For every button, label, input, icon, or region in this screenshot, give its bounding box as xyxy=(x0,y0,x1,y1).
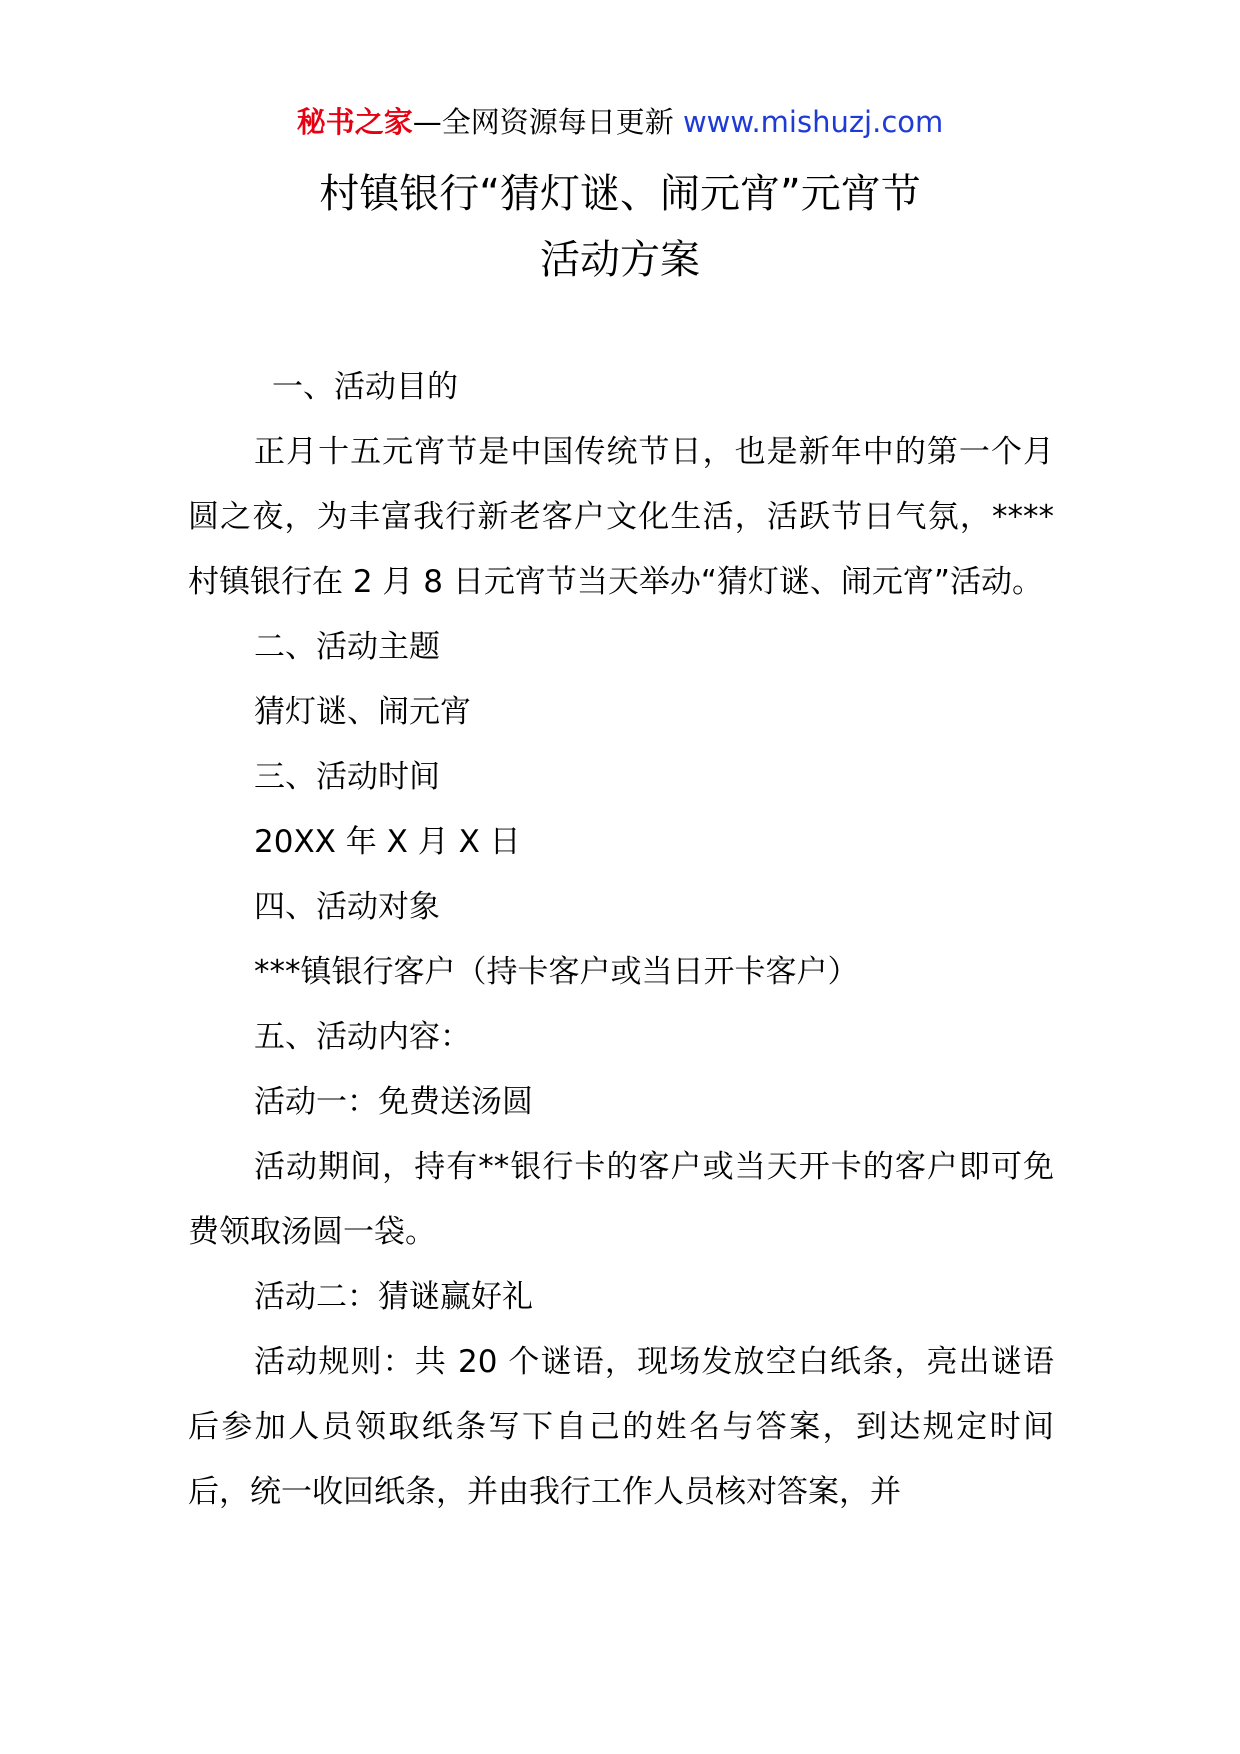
paragraph-audience: ***镇银行客户（持卡客户或当日开卡客户） xyxy=(254,954,859,990)
site-brand: 秘书之家 xyxy=(296,105,413,139)
paragraph-activity-one: 活动期间，持有**银行卡的客户或当天开卡的客户即可免费领取汤圆一袋。 xyxy=(188,1149,1054,1250)
paragraph-time: 20XX 年 X 月 X 日 xyxy=(254,824,521,860)
site-url-link[interactable]: www.mishuzj.com xyxy=(682,105,944,139)
site-header xyxy=(0,100,1240,144)
section-heading-content: 五、活动内容： xyxy=(254,1019,471,1055)
paragraph-theme: 猜灯谜、闹元宵 xyxy=(254,694,471,730)
activity-two-heading: 活动二：猜谜赢好礼 xyxy=(254,1279,533,1315)
activity-one-heading: 活动一：免费送汤圆 xyxy=(254,1084,533,1120)
paragraph-purpose: 正月十五元宵节是中国传统节日，也是新年中的第一个月圆之夜，为丰富我行新老客户文化生活，活跃节日气氛，****村镇银行在 2 月 8 日元宵节当天举办“猜灯谜、闹元宵”活动。 xyxy=(188,434,1054,600)
document-title-line-1: 村镇银行“猜灯谜、闹元宵”元宵节 xyxy=(319,171,921,217)
document-title-line-2: 活动方案 xyxy=(540,237,700,283)
section-heading-time: 三、活动时间 xyxy=(254,759,440,795)
document-body xyxy=(188,355,1054,1525)
paragraph-activity-two-rules: 活动规则：共 20 个谜语，现场发放空白纸条，亮出谜语后参加人员领取纸条写下自己的姓名与答案，到达规定时间后，统一收回纸条，并由我行工作人员核对答案，并 xyxy=(188,1344,1054,1510)
site-tagline: —全网资源每日更新 xyxy=(412,105,683,139)
section-heading-purpose: 一、活动目的 xyxy=(272,369,458,405)
section-heading-audience: 四、活动对象 xyxy=(254,889,440,925)
section-heading-theme: 二、活动主题 xyxy=(254,629,440,665)
